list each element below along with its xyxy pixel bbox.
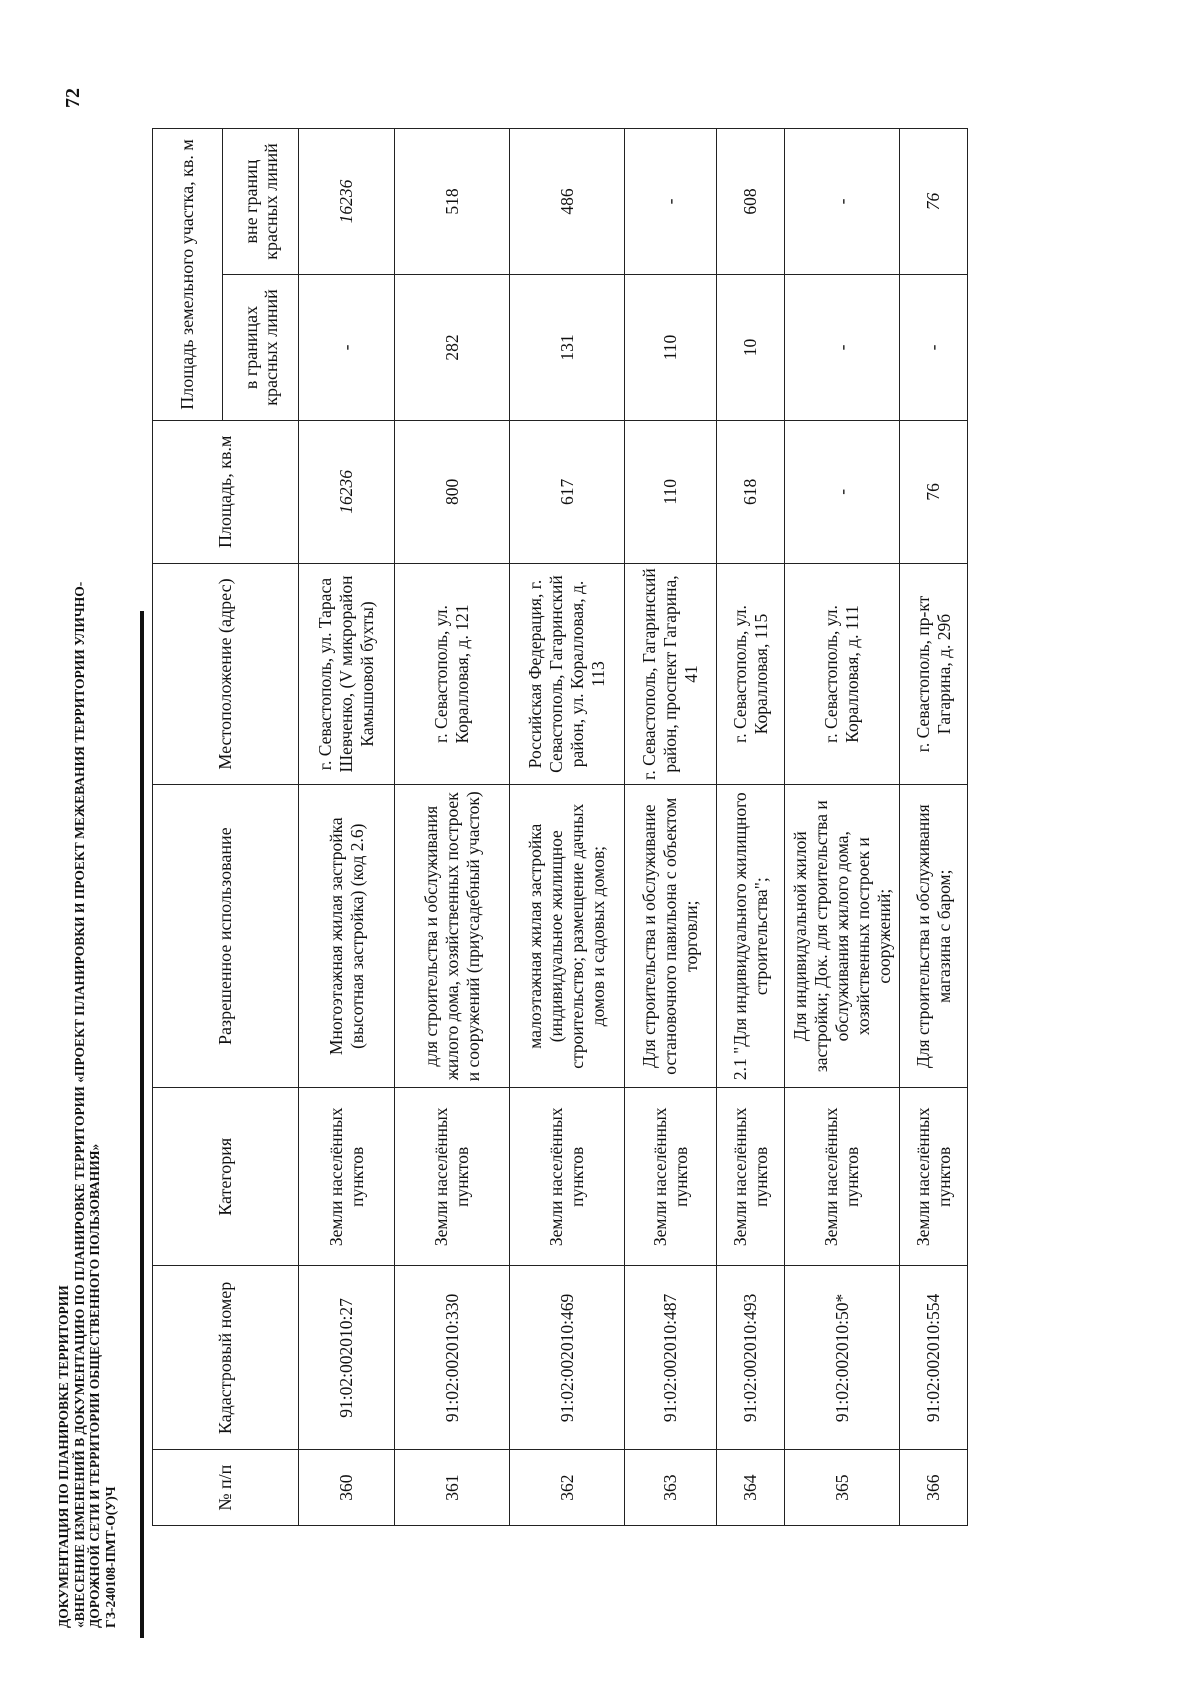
cell-inside: 110	[625, 275, 717, 421]
col-usage-header: Разрешенное использование	[153, 785, 299, 1088]
col-location-header: Местоположение (адрес)	[153, 563, 299, 785]
cell-area: 76	[900, 420, 968, 563]
cell-category: Земли населённых пунктов	[625, 1088, 717, 1266]
cell-cadastral: 91:02:002010:493	[717, 1266, 785, 1450]
cell-num: 365	[785, 1450, 900, 1526]
cell-outside: -	[785, 129, 900, 275]
cell-cadastral: 91:02:002010:487	[625, 1266, 717, 1450]
cell-outside: 518	[395, 129, 510, 275]
cell-cadastral: 91:02:002010:27	[299, 1266, 395, 1450]
cell-cadastral: 91:02:002010:469	[510, 1266, 625, 1450]
cell-outside: 76	[900, 129, 968, 275]
cell-usage: Для индивидуальной жилой застройки; Док. для строительства и обслуживания жилого дома, хозяйственных построек и сооружений;	[785, 785, 900, 1088]
cell-num: 362	[510, 1450, 625, 1526]
header-line: ГЗ-240108-ПМТ-О(У)Ч	[102, 1486, 118, 1628]
cell-location: г. Севастополь, ул. Тараса Шевченко, (V микрорайон Камышовой бухты)	[299, 563, 395, 785]
cell-category: Земли населённых пунктов	[717, 1088, 785, 1266]
cell-usage: для строительства и обслуживания жилого дома, хозяйственных построек и сооружений (приусадебный участок)	[395, 785, 510, 1088]
cell-cadastral: 91:02:002010:50*	[785, 1266, 900, 1450]
cell-inside: -	[900, 275, 968, 421]
cell-category: Земли населённых пунктов	[299, 1088, 395, 1266]
table-row	[717, 129, 785, 1526]
col-outside-header: вне границ красных линий	[223, 129, 299, 275]
cell-usage: 2.1 "Для индивидуального жилищного строительства";	[717, 785, 785, 1088]
cell-area: 16236	[299, 420, 395, 563]
col-num-header: № п/п	[153, 1450, 299, 1526]
cell-inside: 10	[717, 275, 785, 421]
header-line: «ВНЕСЕНИЕ ИЗМЕНЕНИЙ В ДОКУМЕНТАЦИЮ ПО ПЛАНИРОВКЕ ТЕРРИТОРИИ «ПРОЕКТ ПЛАНИРОВКИ И ПРОЕКТ МЕЖЕВАНИЯ ТЕРРИТОРИИ УЛИЧНО-	[71, 581, 87, 1628]
col-cadastral-header: Кадастровый номер	[153, 1266, 299, 1450]
land-plots-table	[152, 128, 968, 1526]
cell-location: г. Севастополь, пр-кт Гагарина, д. 29б	[900, 563, 968, 785]
table-row	[900, 129, 968, 1526]
cell-category: Земли населённых пунктов	[785, 1088, 900, 1266]
cell-num: 364	[717, 1450, 785, 1526]
cell-location: г. Севастополь, ул. Коралловая, 115	[717, 563, 785, 785]
cell-area: 110	[625, 420, 717, 563]
cell-area: 617	[510, 420, 625, 563]
document-header	[56, 581, 118, 1628]
table-row	[785, 129, 900, 1526]
cell-cadastral: 91:02:002010:554	[900, 1266, 968, 1450]
cell-num: 360	[299, 1450, 395, 1526]
cell-inside: -	[299, 275, 395, 421]
col-inside-header: в границах красных линий	[223, 275, 299, 421]
table-row	[625, 129, 717, 1526]
cell-num: 366	[900, 1450, 968, 1526]
header-line: ДОКУМЕНТАЦИЯ ПО ПЛАНИРОВКЕ ТЕРРИТОРИИ	[56, 1285, 71, 1628]
cell-num: 361	[395, 1450, 510, 1526]
col-category-header: Категория	[153, 1088, 299, 1266]
cell-area: 800	[395, 420, 510, 563]
cell-inside: 282	[395, 275, 510, 421]
cell-cadastral: 91:02:002010:330	[395, 1266, 510, 1450]
cell-area: 618	[717, 420, 785, 563]
cell-location: г. Севастополь, ул. Коралловая, д. 111	[785, 563, 900, 785]
cell-usage: Для строительства и обслуживания магазина с баром;	[900, 785, 968, 1088]
col-area-header: Площадь, кв.м	[153, 420, 299, 563]
cell-usage: малоэтажная жилая застройка (индивидуальное жилищное строительство; размещение дачных домов и садовых домов;	[510, 785, 625, 1088]
header-rule	[140, 611, 144, 1638]
table-row	[299, 129, 395, 1526]
cell-location: г. Севастополь, ул. Коралловая, д. 121	[395, 563, 510, 785]
cell-outside: 608	[717, 129, 785, 275]
col-land-area-header: Площадь земельного участка, кв. м	[153, 129, 223, 421]
header-line: ДОРОЖНОЙ СЕТИ И ТЕРРИТОРИИ ОБЩЕСТВЕННОГО ПОЛЬЗОВАНИЯ»	[87, 1143, 102, 1628]
cell-area: -	[785, 420, 900, 563]
cell-location: Российская Федерация, г. Севастополь, Гагаринский район, ул. Коралловая, д. 113	[510, 563, 625, 785]
cell-inside: 131	[510, 275, 625, 421]
cell-location: г. Севастополь, Гагаринский район, проспект Гагарина, 41	[625, 563, 717, 785]
table-row	[395, 129, 510, 1526]
cell-outside: -	[625, 129, 717, 275]
cell-outside: 486	[510, 129, 625, 275]
table-row	[510, 129, 625, 1526]
cell-usage: Многоэтажная жилая застройка (высотная застройка) (код 2.6)	[299, 785, 395, 1088]
cell-num: 363	[625, 1450, 717, 1526]
cell-outside: 16236	[299, 129, 395, 275]
cell-inside: -	[785, 275, 900, 421]
cell-category: Земли населённых пунктов	[395, 1088, 510, 1266]
cell-usage: Для строительства и обслуживание остановочного павильона с объектом торговли;	[625, 785, 717, 1088]
cell-category: Земли населённых пунктов	[900, 1088, 968, 1266]
cell-category: Земли населённых пунктов	[510, 1088, 625, 1266]
page-number: 72	[62, 88, 84, 108]
